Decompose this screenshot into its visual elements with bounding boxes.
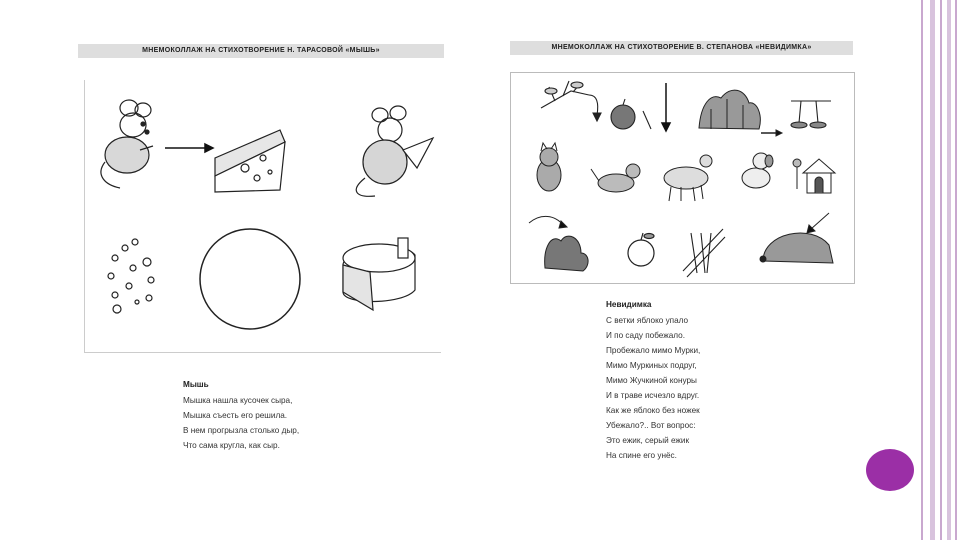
frame-line — [955, 0, 957, 540]
apple-icon — [611, 99, 651, 129]
right-title: МНЕМОКОЛЛАЖ НА СТИХОТВОРЕНИЕ В. СТЕПАНОВА «НЕВИДИМКА» — [510, 41, 853, 55]
poem-line: Как же яблоко без ножек — [606, 406, 700, 415]
right-collage — [510, 72, 855, 284]
kitten-icon — [591, 164, 640, 192]
cheese-wedge-icon — [215, 130, 285, 192]
poem-line: На спине его унёс. — [606, 451, 677, 460]
poem-line: Мышка съесть его решила. — [183, 411, 288, 420]
poem-line: В нем прогрызла столько дыр, — [183, 426, 300, 435]
left-poem — [183, 377, 299, 453]
poem-line: Мышка нашла кусочек сыра, — [183, 396, 293, 405]
poem-line: Мимо Муркиных подруг, — [606, 361, 697, 370]
poem-line: И в траве исчезло вдруг. — [606, 391, 700, 400]
left-title: МНЕМОКОЛЛАЖ НА СТИХОТВОРЕНИЕ Н. ТАРАСОВОЙ «МЫШЬ» — [78, 44, 444, 58]
poem-line: Пробежало мимо Мурки, — [606, 346, 701, 355]
goat-icon — [664, 155, 712, 201]
frame-line — [940, 0, 942, 540]
poem-title: Мышь — [183, 380, 209, 389]
doghouse-icon — [793, 159, 835, 193]
arrow-icon — [165, 144, 213, 152]
cheese-wheel-icon — [343, 238, 415, 310]
right-poem — [606, 297, 700, 463]
hedgehog-icon — [760, 213, 833, 263]
left-collage — [84, 80, 441, 353]
garden-icon — [699, 90, 782, 136]
poem-line: И по саду побежало. — [606, 331, 685, 340]
frame-line — [921, 0, 923, 540]
holes-icon — [108, 239, 154, 313]
grass-icon — [529, 216, 588, 271]
frame-band — [947, 0, 951, 540]
poem-line: Убежало?.. Вот вопрос: — [606, 421, 696, 430]
poem-line: Что сама кругла, как сыр. — [183, 441, 280, 450]
poem-line: Это ежик, серый ежик — [606, 436, 690, 445]
poem-line: Мимо Жучкиной конуры — [606, 376, 697, 385]
circle-icon — [200, 229, 300, 329]
apple-icon — [628, 233, 654, 266]
crossed-legs-icon — [683, 229, 725, 277]
dog-icon — [742, 153, 773, 188]
arrow-icon — [662, 83, 670, 131]
cat-icon — [537, 143, 561, 191]
frame-band — [930, 0, 935, 540]
purple-circle-decoration — [866, 449, 914, 491]
mouse-icon — [101, 100, 153, 188]
fence-icon — [791, 101, 831, 128]
branch-apple-icon — [541, 81, 601, 121]
poem-line: С ветки яблоко упало — [606, 316, 689, 325]
mouse-eating-cheese-icon — [356, 106, 433, 196]
poem-title: Невидимка — [606, 300, 652, 309]
